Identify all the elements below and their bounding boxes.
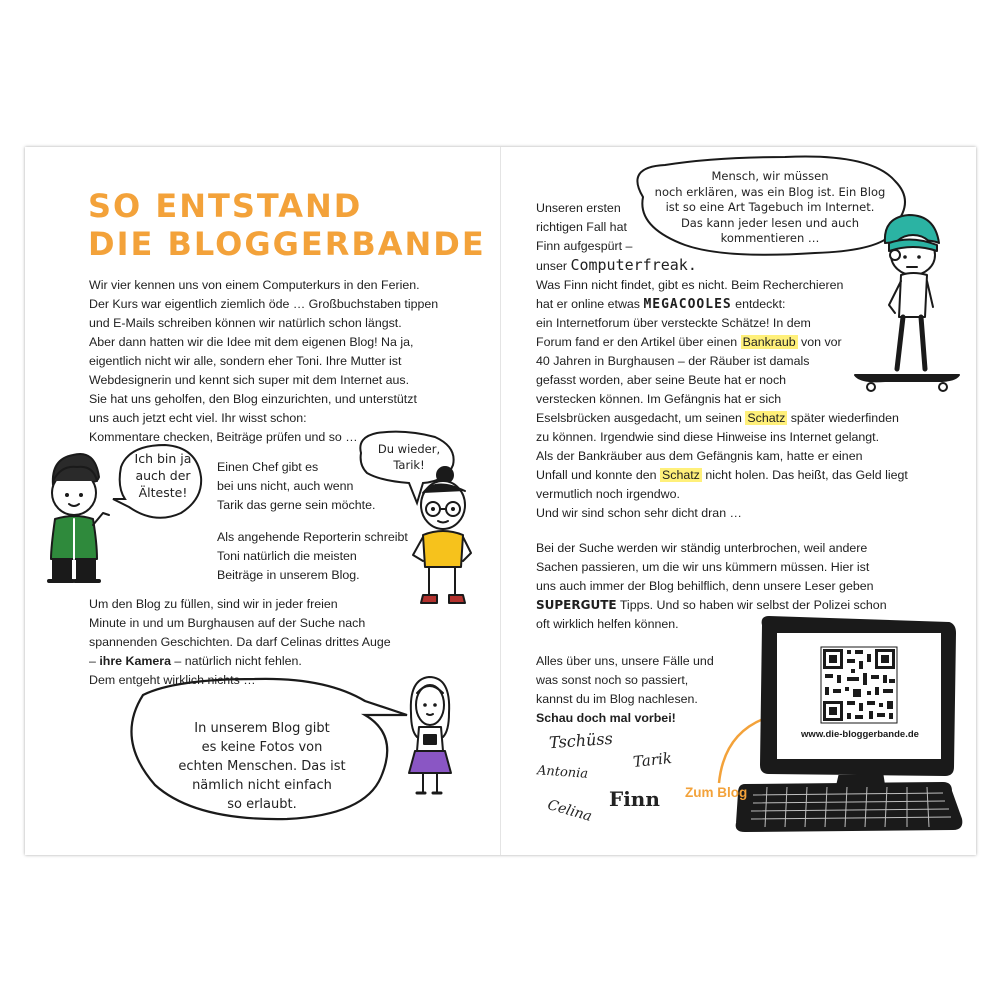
zum-blog-label[interactable]: Zum Blog (685, 785, 748, 800)
case-line-text: Unfall und konnte den (536, 468, 660, 482)
bubble-line: Älteste! (138, 485, 188, 500)
camera-prefix: – (89, 654, 100, 668)
bubble-line: Mensch, wir müssen (711, 169, 829, 183)
computerfreak-word: Computerfreak. (570, 256, 697, 274)
bubble-line: Tarik! (393, 458, 425, 472)
case-line-text: entdeckt: (731, 297, 786, 311)
case-line (536, 256, 908, 276)
intro-line: Sie hat uns geholfen, den Blog einzurichten, und unterstützt (89, 392, 417, 406)
case-line-text: später wiederfinden (787, 411, 899, 425)
case-line: Finn aufgespürt – (536, 239, 633, 253)
case-line: verstecken können. Im Gefängnis hat er sich (536, 392, 782, 406)
bubble-line: noch erklären, was ein Blog ist. Ein Blog (654, 184, 886, 199)
bubble-line: ist so eine Art Tagebuch im Internet. (665, 200, 875, 214)
case-line: gefasst worden, aber seine Beute hat er noch (536, 373, 787, 387)
interrupt-line: oft wirklich helfen können. (536, 617, 679, 631)
bubble-line: nämlich nicht einfach (192, 778, 332, 793)
interrupt-line: uns auch immer der Blog behilflich, denn unsere Leser geben (536, 579, 874, 593)
megacooles-word: MEGACOOLES (643, 297, 732, 312)
case-line: Was Finn nicht findet, gibt es nicht. Beim Recherchieren (536, 278, 844, 292)
bubble-line: Das kann jeder lesen und auch (680, 215, 860, 230)
intro-line: uns auch jetzt echt viel. Ihr wisst schon: (89, 411, 307, 425)
blog-url[interactable]: www.die-bloggerbande.de (801, 729, 919, 740)
bubble-line: In unserem Blog gibt (194, 721, 330, 736)
case-line: ein Internetforum über versteckte Schätze! In dem (536, 316, 811, 330)
minute-line: spannenden Geschichten. Da darf Celinas drittes Auge (89, 635, 391, 649)
qr-code (821, 647, 897, 723)
visit-callout: Schau doch mal vorbei! (536, 711, 676, 725)
interrupt-line: Bei der Suche werden wir ständig unterbrochen, weil andere (536, 541, 868, 555)
bubble-line: auch der (135, 468, 191, 483)
case-line: vermutlich noch irgendwo. (536, 487, 680, 501)
interrupt-line-text: Tipps. Und so haben wir selbst der Polizei schon (616, 598, 887, 612)
signature-tarik: Tarik (632, 749, 673, 771)
signature-antonia: Antonia (536, 763, 589, 782)
case-line: richtigen Fall hat (536, 220, 627, 234)
case-paragraph (536, 199, 908, 523)
case-line (536, 333, 908, 352)
case-line (536, 466, 908, 485)
bubble-line: Ich bin ja (134, 451, 192, 466)
intro-line: und E-Mails schreiben können wir natürlich schon längst. (89, 316, 402, 330)
bubble-line: so erlaubt. (227, 797, 297, 812)
case-line-text: unser (536, 259, 571, 273)
signature-celina: Celina (545, 797, 594, 825)
case-line: 40 Jahren in Burghausen – der Räuber ist damals (536, 354, 810, 368)
intro-line: Webdesignerin und kennt sich super mit dem Internet aus. (89, 373, 410, 387)
case-line-text: Eselsbrücken ausgedacht, um seinen (536, 411, 746, 425)
bubble-line: Du wieder, (377, 442, 441, 456)
blog-line: Alles über uns, unsere Fälle und (536, 654, 714, 668)
interrupt-line: Sachen passieren, um die wir uns kümmern müssen. Hier ist (536, 560, 870, 574)
intro-line: Aber dann hatten wir die Idee mit dem eigenen Blog! Na ja, (89, 335, 414, 349)
case-line (536, 409, 908, 428)
intro-line: Kommentare checken, Beiträge prüfen und so … (89, 430, 358, 444)
case-line-text: hat er online etwas (536, 297, 644, 311)
case-line: Als der Bankräuber aus dem Gefängnis kam, hatte er einen (536, 449, 863, 463)
blog-paragraph (536, 652, 714, 728)
blog-line: was sonst noch so passiert, (536, 673, 689, 687)
chef-line: Tarik das gerne sein möchte. (217, 498, 376, 512)
case-line-text: nicht holen. Das heißt, das Geld liegt (701, 468, 908, 482)
title-line-1: SO ENTSTAND (88, 187, 363, 225)
interrupt-line (536, 596, 887, 615)
chef-line: Einen Chef gibt es (217, 460, 319, 474)
chef-line: bei uns nicht, auch wenn (217, 479, 354, 493)
case-line: Unseren ersten (536, 201, 621, 215)
bubble-line: echten Menschen. Das ist (178, 759, 346, 774)
highlight-schatz: Schatz (662, 468, 700, 482)
bubble-line: kommentieren … (720, 231, 820, 245)
case-line-text: von vor (797, 335, 842, 349)
book-spread (25, 147, 976, 855)
intro-line: eigentlich nicht wir alle, sondern eher Toni. Ihre Mutter ist (89, 354, 402, 368)
case-line: Und wir sind schon sehr dicht dran … (536, 506, 742, 520)
highlight-bankraub: Bankraub (742, 335, 796, 349)
title-line-2: DIE BLOGGERBANDE (88, 225, 486, 263)
reporter-line: Beiträge in unserem Blog. (217, 568, 360, 582)
reporter-line: Toni natürlich die meisten (217, 549, 357, 563)
case-line: zu können. Irgendwie sind diese Hinweise ins Internet gelangt. (536, 430, 880, 444)
case-line-text: Forum fand er den Artikel über einen (536, 335, 741, 349)
reporter-line: Als angehende Reporterin schreibt (217, 530, 408, 544)
supergute-word: SUPERGUTE (536, 598, 617, 612)
interrupt-paragraph (536, 539, 887, 634)
signature-tschuess: Tschüss (548, 728, 614, 753)
camera-suffix: – natürlich nicht fehlen. (170, 654, 302, 668)
intro-line: Wir vier kennen uns von einem Computerkurs in den Ferien. (89, 278, 420, 292)
minute-line: Um den Blog zu füllen, sind wir in jeder freien (89, 597, 338, 611)
highlight-schatz: Schatz (747, 411, 786, 425)
case-line (536, 295, 908, 314)
camera-label: ihre Kamera (99, 654, 171, 668)
intro-line: Der Kurs war eigentlich ziemlich öde … Großbuchstaben tippen (89, 297, 439, 311)
signature-finn: Finn (609, 787, 660, 811)
blog-line: kannst du im Blog nachlesen. (536, 692, 698, 706)
minute-line: Minute in und um Burghausen auf der Suche nach (89, 616, 366, 630)
minute-line: Dem entgeht wirklich nichts … (89, 673, 256, 687)
bubble-line: es keine Fotos von (201, 740, 323, 755)
